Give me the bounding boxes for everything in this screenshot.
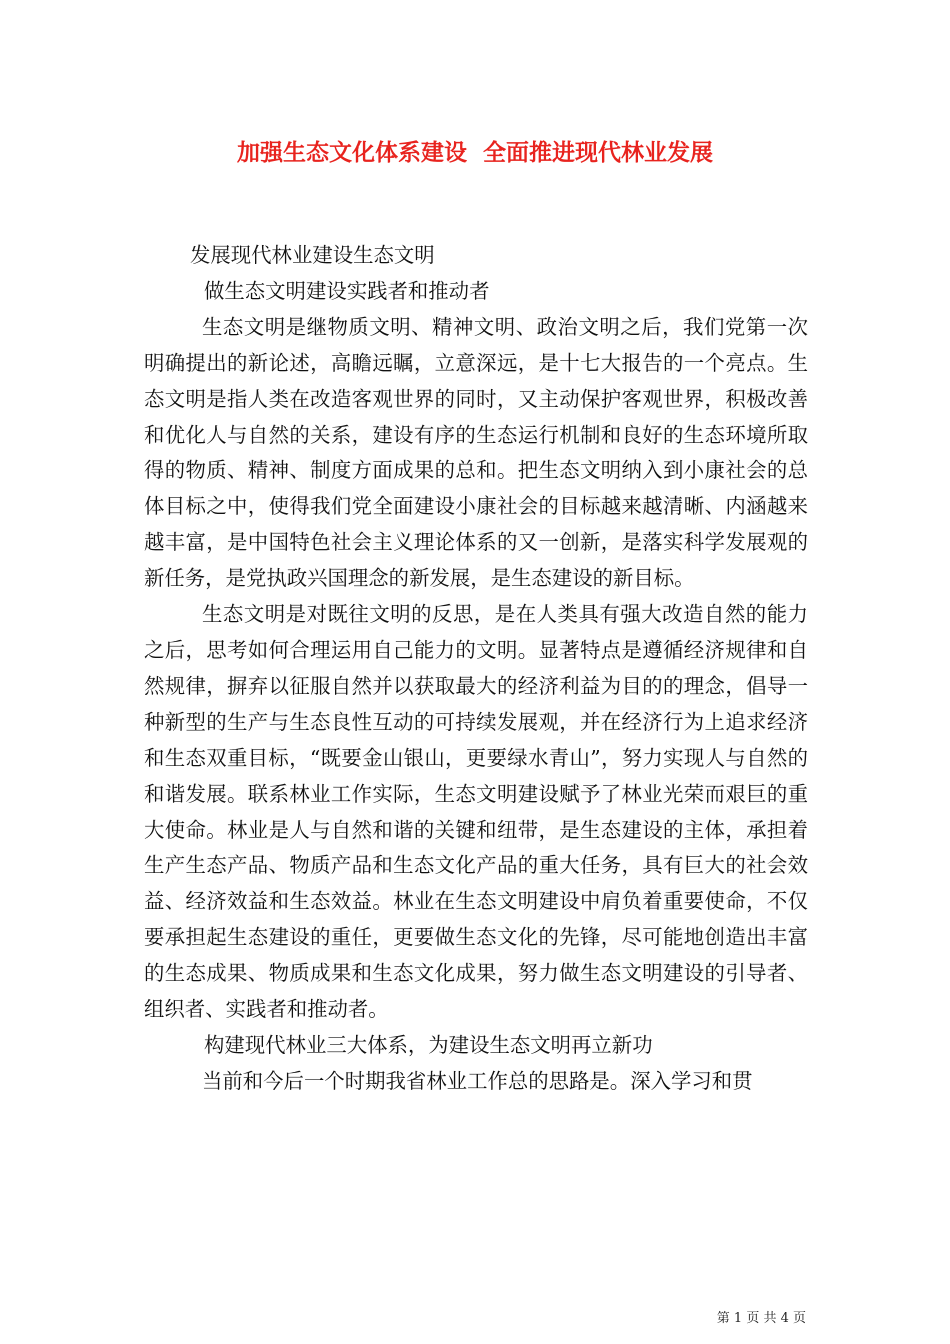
paragraph-3: 当前和今后一个时期我省林业工作总的思路是。深入学习和贯: [202, 1068, 753, 1093]
document-title: 加强生态文化体系建设 全面推进现代林业发展: [236, 139, 713, 166]
section-heading-2: 做生态文明建设实践者和推动者: [204, 278, 490, 303]
document-body: [144, 238, 808, 1100]
paragraph-1: 生态文明是继物质文明、精神文明、政治文明之后，我们党第一次明确提出的新论述，高瞻远瞩，立意深远，是十七大报告的一个亮点。生态文明是指人类在改造客观世界的同时，又主动保护客观世界，积极改善和优化人与自然的关系，建设有序的生态运行机制和良好的生态环境所取得的物质、精神、制度方面成果的总和。把生态文明纳入到小康社会的总体目标之中，使得我们党全面建设小康社会的目标越来越清晰、内涵越来越丰富，是中国特色社会主义理论体系的又一创新，是落实科学发展观的新任务，是党执政兴国理念的新发展，是生态建设的新目标。: [144, 314, 808, 591]
paragraph-2: 生态文明是对既往文明的反思，是在人类具有强大改造自然的能力之后，思考如何合理运用自己能力的文明。显著特点是遵循经济规律和自然规律，摒弃以征服自然并以获取最大的经济利益为目的的理念，倡导一种新型的生产与生态良性互动的可持续发展观，并在经济行为上追求经济和生态双重目标，“既要金山银山，更要绿水青山”，努力实现人与自然的和谐发展。联系林业工作实际，生态文明建设赋予了林业光荣而艰巨的重大使命。林业是人与自然和谐的关键和纽带，是生态建设的主体，承担着生产生态产品、物质产品和生态文化产品的重大任务，具有巨大的社会效益、经济效益和生态效益。林业在生态文明建设中肩负着重要使命，不仅要承担起生态建设的重任，更要做生态文化的先锋，尽可能地创造出丰富的生态成果、物质成果和生态文化成果，努力做生态文明建设的引导者、组织者、实践者和推动者。: [144, 602, 808, 1022]
section-heading-3: 构建现代林业三大体系，为建设生态文明再立新功: [204, 1032, 653, 1057]
page-number-footer: 第 1 页 共 4 页: [716, 1311, 806, 1326]
section-heading-1: 发展现代林业建设生态文明: [190, 243, 435, 267]
